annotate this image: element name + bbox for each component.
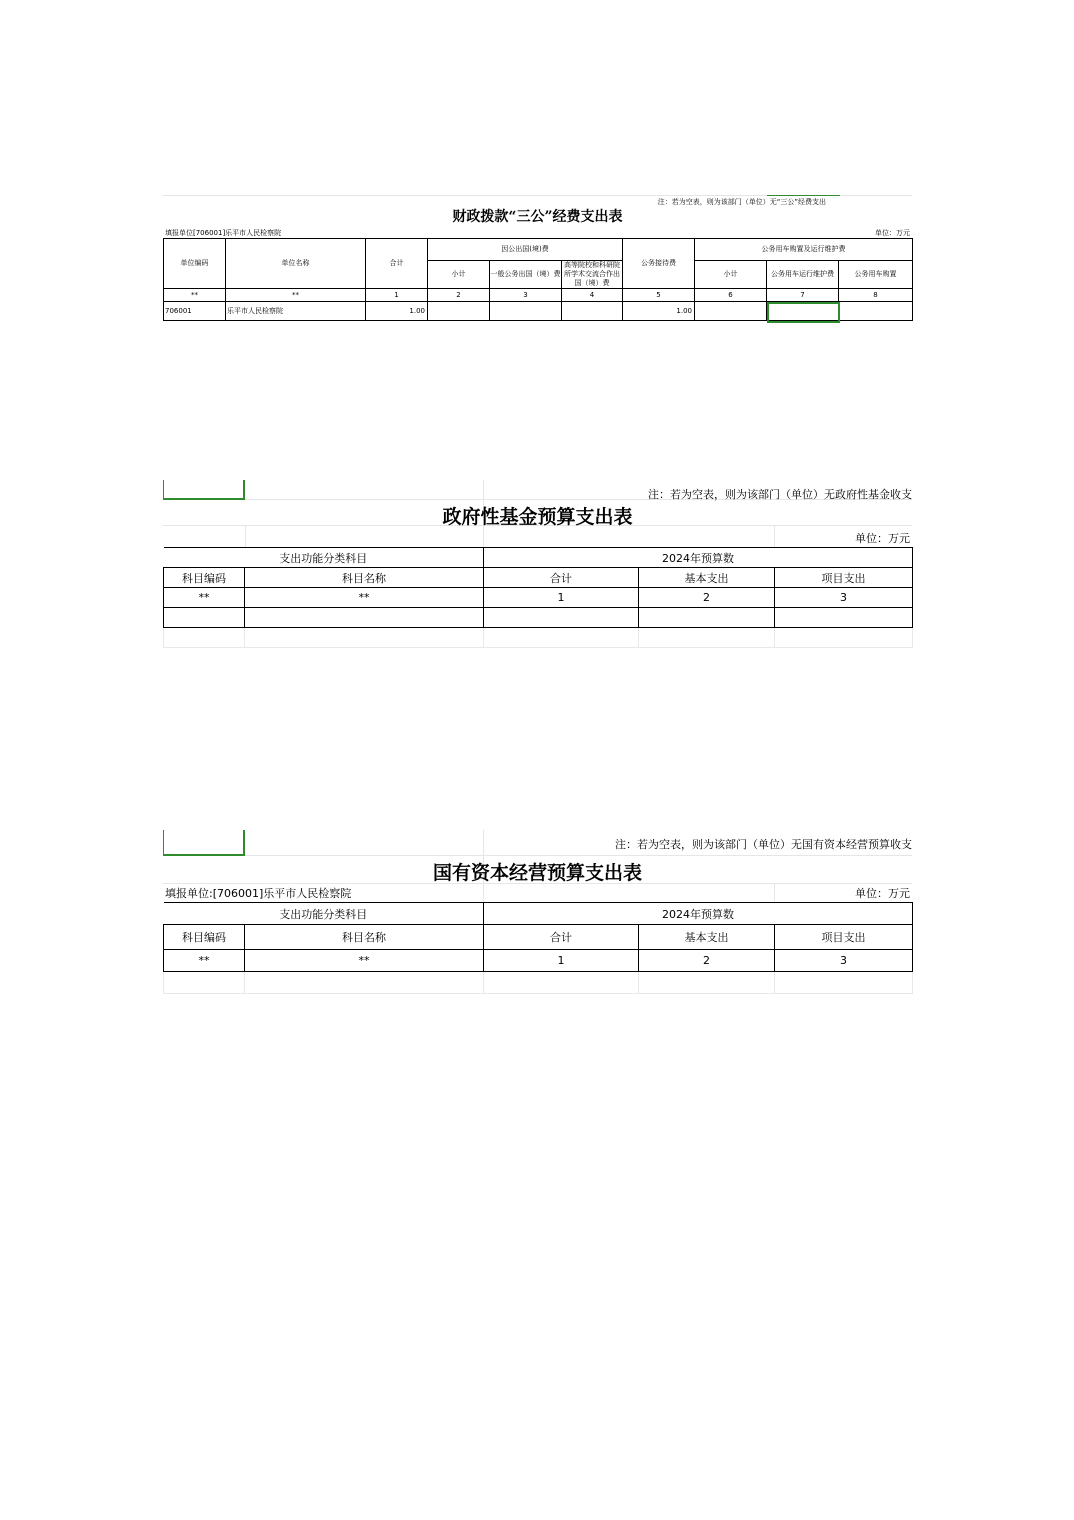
unit-label: 单位：万元 bbox=[875, 229, 910, 237]
header-category[interactable]: 支出功能分类科目 bbox=[164, 548, 484, 568]
header-reception[interactable]: 公务接待费 bbox=[623, 239, 695, 289]
grid-line bbox=[767, 195, 840, 196]
header-project[interactable]: 项目支出 bbox=[775, 568, 913, 588]
header-project[interactable]: 项目支出 bbox=[775, 925, 913, 950]
table-cell[interactable] bbox=[695, 302, 767, 321]
table-row bbox=[164, 588, 913, 608]
header-budget-year[interactable]: 2024年预算数 bbox=[484, 903, 913, 925]
header-abroad-academic[interactable]: 高等院校和科研院所学术交流合作出国（境）费 bbox=[562, 261, 623, 289]
selected-cell[interactable] bbox=[163, 830, 245, 856]
header-category[interactable]: 支出功能分类科目 bbox=[164, 903, 484, 925]
filler-unit: 填报单位[706001]乐平市人民检察院 bbox=[165, 229, 282, 237]
sheet-three-public-expenses bbox=[163, 192, 912, 324]
table-cell[interactable]: 2 bbox=[428, 289, 490, 302]
table-cell[interactable]: ** bbox=[245, 950, 484, 972]
table-cell[interactable]: ** bbox=[226, 289, 366, 302]
header-total[interactable]: 合计 bbox=[484, 925, 639, 950]
grid-line bbox=[245, 855, 912, 856]
grid-line bbox=[774, 883, 775, 902]
table-cell[interactable] bbox=[775, 972, 913, 994]
table-cell[interactable] bbox=[490, 302, 562, 321]
table-cell[interactable]: 8 bbox=[839, 289, 913, 302]
table-cell[interactable]: 2 bbox=[639, 588, 775, 608]
header-abroad-group[interactable]: 因公出国(境)费 bbox=[428, 239, 623, 261]
selected-cell[interactable] bbox=[163, 480, 245, 500]
table-cell[interactable]: 4 bbox=[562, 289, 623, 302]
table-cell[interactable] bbox=[562, 302, 623, 321]
header-total[interactable]: 合计 bbox=[484, 568, 639, 588]
table-row bbox=[164, 289, 913, 302]
table-cell[interactable] bbox=[164, 608, 245, 628]
table-cell[interactable] bbox=[775, 628, 913, 648]
table-cell[interactable]: 1.00 bbox=[623, 302, 695, 321]
table-cell[interactable]: 3 bbox=[775, 588, 913, 608]
header-unit-code[interactable]: 单位编码 bbox=[164, 239, 226, 289]
table-cell[interactable]: ** bbox=[164, 950, 245, 972]
sheet-title: 国有资本经营预算支出表 bbox=[432, 862, 642, 884]
table-cell[interactable]: 5 bbox=[623, 289, 695, 302]
table-cell[interactable] bbox=[639, 608, 775, 628]
header-unit-name[interactable]: 单位名称 bbox=[226, 239, 366, 289]
table-cell[interactable] bbox=[245, 608, 484, 628]
table-cell[interactable] bbox=[245, 972, 484, 994]
sheet-title: 政府性基金预算支出表 bbox=[442, 506, 633, 528]
table-cell[interactable] bbox=[839, 302, 913, 321]
sheet-state-capital bbox=[163, 830, 912, 995]
table-cell[interactable] bbox=[484, 608, 639, 628]
table-cell[interactable]: ** bbox=[164, 289, 226, 302]
sheet-note: 注：若为空表，则为该部门（单位）无政府性基金收支 bbox=[648, 488, 912, 501]
table-cell[interactable]: 2 bbox=[639, 950, 775, 972]
table-row bbox=[164, 950, 913, 972]
table-cell[interactable]: 乐平市人民检察院 bbox=[226, 302, 366, 321]
table-row bbox=[164, 972, 913, 994]
selected-cell[interactable] bbox=[767, 302, 840, 323]
header-name[interactable]: 科目名称 bbox=[245, 925, 484, 950]
table-row bbox=[164, 628, 913, 648]
table-cell[interactable] bbox=[245, 628, 484, 648]
table-cell[interactable] bbox=[775, 608, 913, 628]
header-basic[interactable]: 基本支出 bbox=[639, 925, 775, 950]
table-cell[interactable] bbox=[164, 628, 245, 648]
table-cell[interactable]: 7 bbox=[767, 289, 839, 302]
table-cell[interactable] bbox=[164, 972, 245, 994]
table-cell[interactable]: 1 bbox=[484, 950, 639, 972]
header-vehicle-maintenance[interactable]: 公务用车运行维护费 bbox=[767, 261, 839, 289]
unit-label: 单位：万元 bbox=[855, 532, 910, 545]
state-capital-table bbox=[163, 902, 913, 994]
sheet-note: 注：若为空表，则为该部门（单位）无“三公”经费支出 bbox=[657, 198, 826, 206]
table-cell[interactable]: 1 bbox=[484, 588, 639, 608]
table-cell[interactable] bbox=[428, 302, 490, 321]
table-cell[interactable]: 706001 bbox=[164, 302, 226, 321]
table-cell[interactable] bbox=[639, 972, 775, 994]
table-cell[interactable]: 3 bbox=[775, 950, 913, 972]
header-budget-year[interactable]: 2024年预算数 bbox=[484, 548, 913, 568]
table-cell[interactable] bbox=[484, 972, 639, 994]
table-cell[interactable]: 1.00 bbox=[366, 302, 428, 321]
table-row bbox=[164, 608, 913, 628]
header-vehicle-subtotal[interactable]: 小计 bbox=[695, 261, 767, 289]
unit-label: 单位：万元 bbox=[855, 887, 910, 900]
table-cell[interactable]: ** bbox=[164, 588, 245, 608]
header-vehicle-group[interactable]: 公务用车购置及运行维护费 bbox=[695, 239, 913, 261]
table-cell[interactable]: ** bbox=[245, 588, 484, 608]
header-name[interactable]: 科目名称 bbox=[245, 568, 484, 588]
header-vehicle-purchase[interactable]: 公务用车购置 bbox=[839, 261, 913, 289]
government-fund-table bbox=[163, 547, 913, 648]
header-code[interactable]: 科目编码 bbox=[164, 568, 245, 588]
sheet-government-fund bbox=[163, 480, 912, 655]
header-abroad-subtotal[interactable]: 小计 bbox=[428, 261, 490, 289]
header-basic[interactable]: 基本支出 bbox=[639, 568, 775, 588]
table-cell[interactable]: 3 bbox=[490, 289, 562, 302]
header-code[interactable]: 科目编码 bbox=[164, 925, 245, 950]
sheet-title: 财政拨款“三公”经费支出表 bbox=[452, 209, 623, 225]
table-cell[interactable]: 6 bbox=[695, 289, 767, 302]
table-cell[interactable]: 1 bbox=[366, 289, 428, 302]
table-cell[interactable] bbox=[484, 628, 639, 648]
header-abroad-general[interactable]: 一般公务出国（境）费 bbox=[490, 261, 562, 289]
sheet-note: 注：若为空表，则为该部门（单位）无国有资本经营预算收支 bbox=[615, 838, 912, 851]
table-cell[interactable] bbox=[639, 628, 775, 648]
filler-unit: 填报单位:[706001]乐平市人民检察院 bbox=[165, 887, 352, 900]
header-total[interactable]: 合计 bbox=[366, 239, 428, 289]
